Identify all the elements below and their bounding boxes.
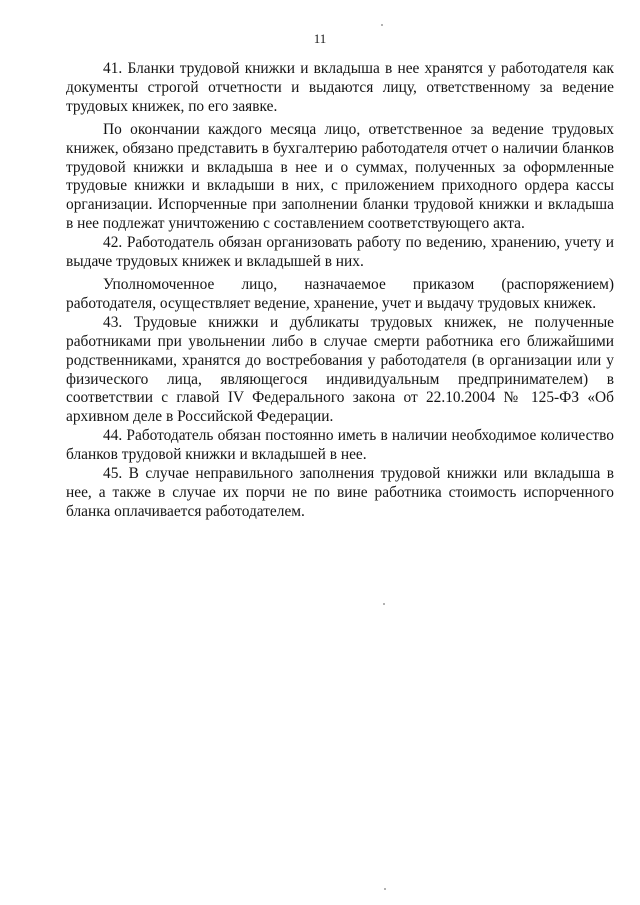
- scan-speck: [384, 888, 386, 890]
- scan-speck: [383, 603, 385, 605]
- paragraph-42: 42. Работодатель обязан организовать работу по ведению, хранению, учету и выдаче трудовых книжек и вкладышей в них.: [66, 234, 614, 271]
- paragraph-41-report: По окончании каждого месяца лицо, ответственное за ведение трудовых книжек, обязано представить в бухгалтерию работодателя отчет о наличии бланков трудовой книжки и вкладыша в нее и о суммах, полученных за оформленные трудовые книжки и вкладыши в них, с приложением приходного ордера кассы организации. Испорченные при заполнении бланки трудовой книжки и вкладыша в нее подлежат уничтожению с составлением соответствующего акта.: [66, 120, 614, 233]
- paragraph-42-authorized: Уполномоченное лицо, назначаемое приказом (распоряжением) работодателя, осуществляет ведение, хранение, учет и выдачу трудовых книжек.: [66, 275, 614, 312]
- paragraph-41: 41. Бланки трудовой книжки и вкладыша в нее хранятся у работодателя как документы строгой отчетности и выдаются лицу, ответственному за ведение трудовых книжек, по его заявке.: [66, 60, 614, 115]
- page-number: 11: [313, 31, 327, 46]
- paragraph-44: 44. Работодатель обязан постоянно иметь в наличии необходимое количество бланков трудовой книжки и вкладышей в нее.: [66, 427, 614, 464]
- scan-speck: [381, 24, 383, 26]
- document-body: [66, 60, 614, 522]
- paragraph-45: 45. В случае неправильного заполнения трудовой книжки или вкладыша в нее, а также в случае их порчи не по вине работника стоимость испорченного бланка оплачивается работодателем.: [66, 465, 614, 520]
- paragraph-43: 43. Трудовые книжки и дубликаты трудовых книжек, не полученные работниками при увольнении либо в случае смерти работника его ближайшими родственниками, хранятся до востребования у работодателя (в организации или у физического лица, являющегося индивидуальным предпринимателем) в соответствии с главой IV Федерального закона от 22.10.2004 № 125-ФЗ «Об архивном деле в Российской Федерации.: [66, 313, 614, 426]
